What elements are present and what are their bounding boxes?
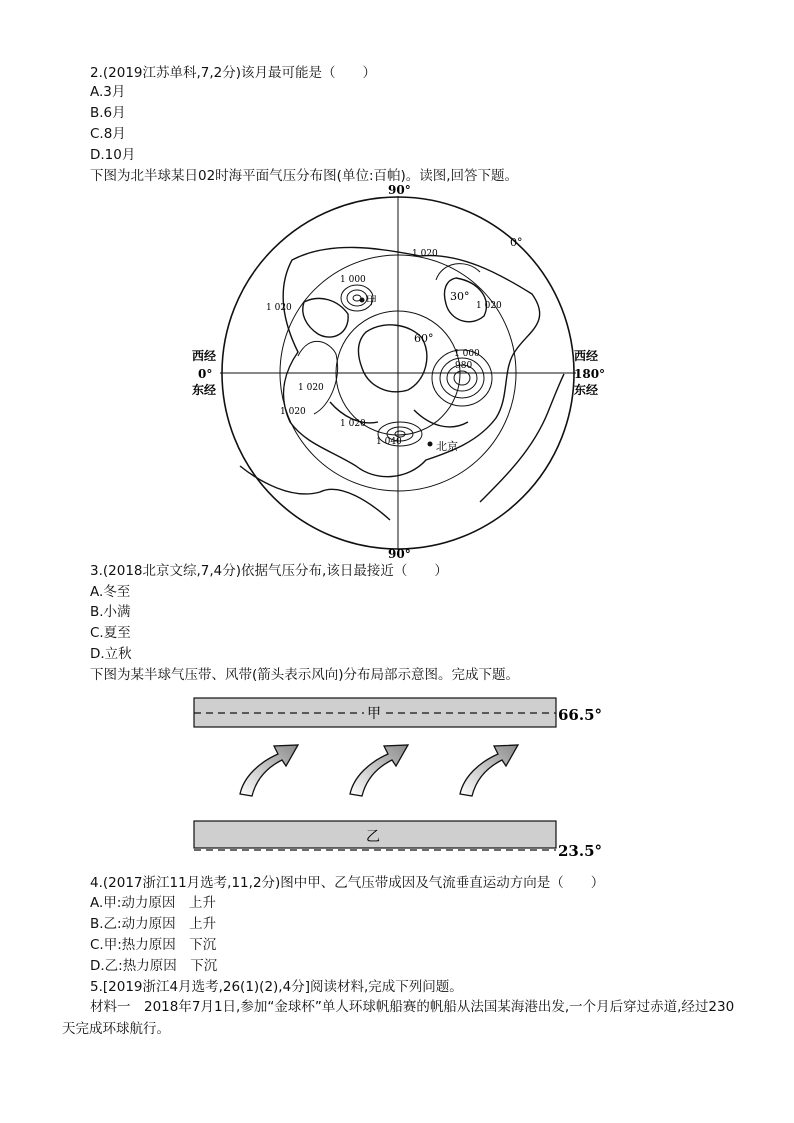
isobar-label-1: 1 000	[340, 275, 366, 285]
isobar-label-6: 1 000	[454, 349, 480, 359]
place-jia: 甲	[366, 294, 377, 307]
wind-arrow-2	[350, 745, 408, 796]
q3-option-d: D.立秋	[90, 646, 132, 662]
beijing-point-dot	[428, 442, 433, 447]
map-right-label-east: 东经	[574, 383, 599, 397]
isobar-label-10: 1 040	[376, 437, 402, 447]
belt-yi-label: 乙	[366, 829, 380, 845]
map-left-label-0: 0°	[198, 367, 213, 381]
q2-option-c: C.8月	[90, 126, 126, 142]
q4-stem: 4.(2017浙江11月选考,11,2分)图中甲、乙气压带成因及气流垂直运动方向是（ ）	[90, 875, 605, 891]
isobar-label-4: 1 020	[266, 303, 292, 313]
isobar-label-9: 1 020	[340, 419, 366, 429]
q3-option-a: A.冬至	[90, 584, 131, 600]
pressure-belt-diagram	[180, 690, 620, 862]
jia-point-dot	[360, 298, 365, 303]
polar-pressure-map	[180, 182, 620, 560]
q2-option-d: D.10月	[90, 147, 136, 163]
lat-lower-label: 23.5°	[558, 842, 603, 860]
isobar-label-3: 1 020	[476, 301, 502, 311]
map-label-60: 60°	[414, 332, 434, 345]
isobar-label-8: 1 020	[280, 407, 306, 417]
q4-option-c: C.甲:热力原因 下沉	[90, 937, 217, 953]
map-right-label-west: 西经	[574, 349, 599, 363]
map-top-label: 90°	[388, 183, 411, 197]
belt-intro: 下图为某半球气压带、风带(箭头表示风向)分布局部示意图。完成下题。	[90, 667, 520, 683]
lat-upper-label: 66.5°	[558, 706, 603, 724]
q2-stem: 2.(2019江苏单科,7,2分)该月最可能是（ ）	[90, 65, 377, 81]
q4-option-b: B.乙:动力原因 上升	[90, 916, 217, 932]
map-label-0deg: 0°	[510, 236, 523, 249]
map-left-label-west: 西经	[192, 349, 217, 363]
map-right-label-180: 180°	[574, 367, 606, 381]
map-left-label-east: 东经	[192, 383, 217, 397]
belt-jia-label: 甲	[367, 706, 381, 722]
q5-material-1: 材料一 2018年7月1日,参加“金球杯”单人环球帆船赛的帆船从法国某海港出发,一个月后穿过赤道,经过230天完成环球航行。	[62, 999, 735, 1037]
q3-option-b: B.小满	[90, 604, 131, 620]
isobar-label-2: 1 020	[412, 249, 438, 259]
map-bottom-label: 90°	[388, 547, 411, 560]
map-intro: 下图为北半球某日02时海平面气压分布图(单位:百帕)。读图,回答下题。	[90, 168, 519, 184]
place-beijing: 北京	[436, 440, 458, 453]
isobar-label-5: 1 020	[298, 383, 324, 393]
q2-option-b: B.6月	[90, 105, 126, 121]
q4-option-a: A.甲:动力原因 上升	[90, 895, 216, 911]
q2-option-a: A.3月	[90, 84, 126, 100]
wind-arrows	[240, 745, 518, 796]
q5-stem: 5.[2019浙江4月选考,26(1)(2),4分]阅读材料,完成下列问题。	[90, 979, 463, 995]
q3-stem: 3.(2018北京文综,7,4分)依据气压分布,该日最接近（ ）	[90, 563, 448, 579]
q4-option-d: D.乙:热力原因 下沉	[90, 958, 218, 974]
map-label-30: 30°	[450, 290, 470, 303]
wind-arrow-1	[240, 745, 298, 796]
q3-option-c: C.夏至	[90, 625, 131, 641]
wind-arrow-3	[460, 745, 518, 796]
isobar-label-7: 980	[455, 361, 473, 371]
